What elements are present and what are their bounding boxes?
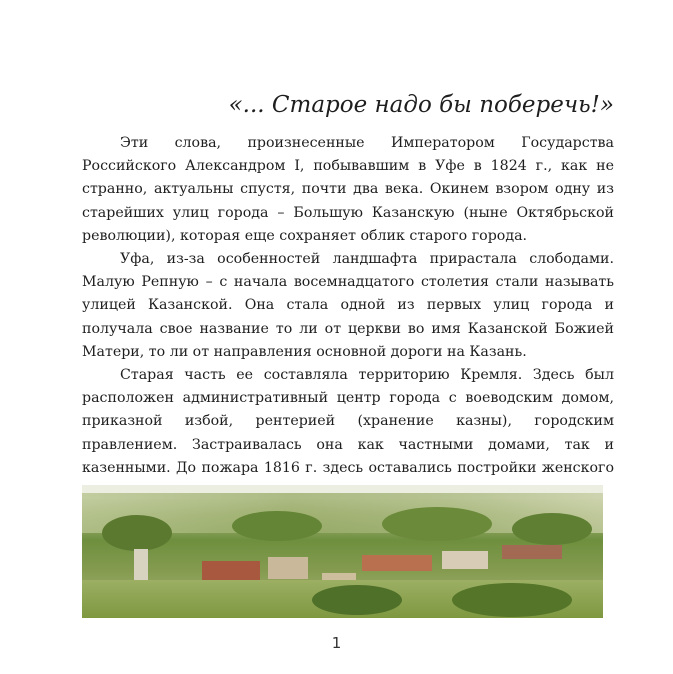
photo-building <box>202 561 260 581</box>
photo-building <box>268 557 308 579</box>
photo-building <box>502 545 562 559</box>
photo-trees <box>452 583 572 617</box>
photo-trees <box>102 515 172 551</box>
photo-trees <box>382 507 492 541</box>
photo-trees <box>232 511 322 541</box>
paragraph-3: Старая часть ее составляла территорию Кремля. Здесь был расположен административный центр города с воеводским домом, приказной избой, рентерией (хранение казны), городским правлением. Застраивалась она как частными домами, так и казенными. До пожара 1816 г. здесь оставались постройки женского <box>82 367 614 476</box>
page-title: «... Старое надо бы поберечь!» <box>228 92 614 118</box>
city-panorama-photo <box>82 485 603 618</box>
page-number: 1 <box>331 634 342 652</box>
photo-trees <box>512 513 592 545</box>
paragraph-2: Уфа, из-за особенностей ландшафта прирастала слободами. Малую Репную – с начала восемнадцатого столетия стали называть улицей Казанской. Она стала одной из первых улиц города и получала свое название то ли от церкви во имя Казанской Божией Матери, то ли от направления основной дороги на Казань. <box>82 251 614 360</box>
photo-building <box>442 551 488 569</box>
photo-trees <box>312 585 402 615</box>
photo-building <box>362 555 432 571</box>
body-text <box>82 132 614 503</box>
paragraph-1: Эти слова, произнесенные Императором Государства Российского Александром I, побывавшим в Уфе в 1824 г., как не странно, актуальны спустя, почти два века. Окинем взором одну из старейших улиц города – Большую Казанскую (ныне Октябрьской революции), которая еще сохраняет облик старого города. <box>82 135 614 244</box>
